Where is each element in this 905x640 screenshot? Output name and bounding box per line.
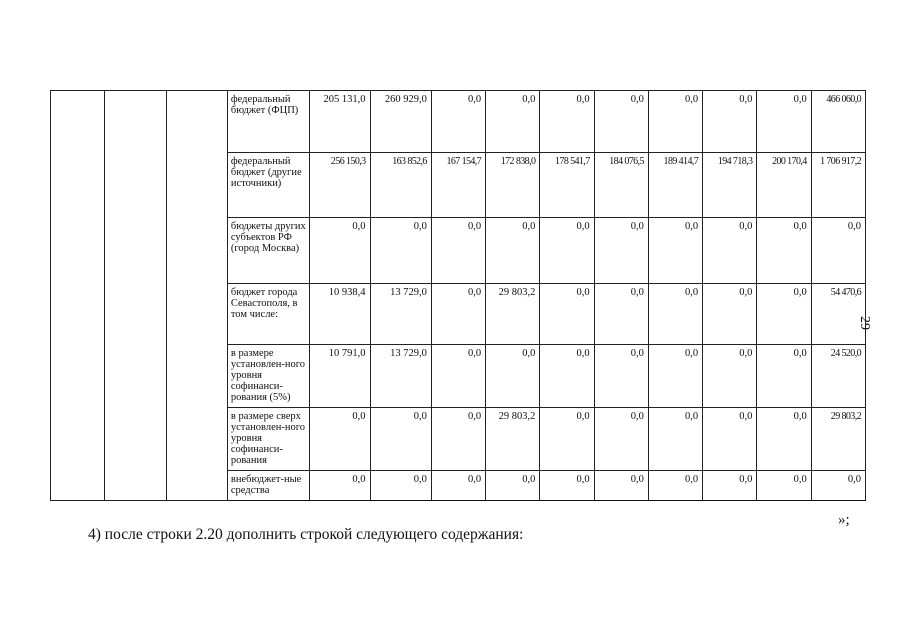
value-cell: 184 076,5 bbox=[594, 153, 648, 218]
value-cell: 0,0 bbox=[370, 471, 431, 501]
value-cell: 0,0 bbox=[648, 91, 702, 153]
value-cell: 0,0 bbox=[540, 91, 594, 153]
value-cell: 0,0 bbox=[540, 218, 594, 284]
row-label: федеральный бюджет (другие источники) bbox=[227, 153, 309, 218]
row-label: федеральный бюджет (ФЦП) bbox=[227, 91, 309, 153]
value-cell: 0,0 bbox=[486, 345, 540, 408]
value-cell: 0,0 bbox=[703, 471, 757, 501]
table-row bbox=[51, 91, 866, 153]
value-cell: 29 803,2 bbox=[811, 408, 865, 471]
row-label: внебюджет-ные средства bbox=[227, 471, 309, 501]
value-cell: 0,0 bbox=[648, 471, 702, 501]
value-cell: 54 470,6 bbox=[811, 284, 865, 345]
value-cell: 0,0 bbox=[310, 471, 370, 501]
value-cell: 29 803,2 bbox=[486, 284, 540, 345]
value-cell: 0,0 bbox=[431, 218, 485, 284]
value-cell: 194 718,3 bbox=[703, 153, 757, 218]
value-cell: 163 852,6 bbox=[370, 153, 431, 218]
value-cell: 0,0 bbox=[648, 218, 702, 284]
value-cell: 0,0 bbox=[540, 471, 594, 501]
value-cell: 0,0 bbox=[594, 284, 648, 345]
row-label: в размере установлен-ного уровня софинанси-рования (5%) bbox=[227, 345, 309, 408]
value-cell: 10 938,4 bbox=[310, 284, 370, 345]
value-cell: 0,0 bbox=[757, 218, 811, 284]
value-cell: 172 838,0 bbox=[486, 153, 540, 218]
value-cell: 0,0 bbox=[648, 408, 702, 471]
row-label: в размере сверх установлен-ного уровня софинанси-рования bbox=[227, 408, 309, 471]
empty-merged-cell bbox=[105, 91, 166, 501]
closing-quote: »; bbox=[838, 512, 850, 528]
budget-table bbox=[50, 90, 866, 501]
value-cell: 0,0 bbox=[594, 91, 648, 153]
value-cell: 0,0 bbox=[486, 471, 540, 501]
row-label: бюджеты других субъектов РФ (город Москва) bbox=[227, 218, 309, 284]
value-cell: 0,0 bbox=[540, 284, 594, 345]
value-cell: 29 803,2 bbox=[486, 408, 540, 471]
value-cell: 0,0 bbox=[757, 408, 811, 471]
value-cell: 0,0 bbox=[431, 471, 485, 501]
row-label: бюджет города Севастополя, в том числе: bbox=[227, 284, 309, 345]
value-cell: 0,0 bbox=[431, 91, 485, 153]
value-cell: 0,0 bbox=[703, 284, 757, 345]
value-cell: 10 791,0 bbox=[310, 345, 370, 408]
value-cell: 0,0 bbox=[310, 408, 370, 471]
value-cell: 260 929,0 bbox=[370, 91, 431, 153]
value-cell: 0,0 bbox=[594, 345, 648, 408]
value-cell: 0,0 bbox=[540, 408, 594, 471]
value-cell: 178 541,7 bbox=[540, 153, 594, 218]
value-cell: 0,0 bbox=[811, 471, 865, 501]
value-cell: 13 729,0 bbox=[370, 284, 431, 345]
value-cell: 24 520,0 bbox=[811, 345, 865, 408]
value-cell: 0,0 bbox=[310, 218, 370, 284]
value-cell: 466 060,0 bbox=[811, 91, 865, 153]
value-cell: 0,0 bbox=[486, 218, 540, 284]
value-cell: 13 729,0 bbox=[370, 345, 431, 408]
value-cell: 0,0 bbox=[431, 345, 485, 408]
value-cell: 0,0 bbox=[757, 345, 811, 408]
empty-merged-cell bbox=[166, 91, 227, 501]
value-cell: 0,0 bbox=[431, 408, 485, 471]
empty-merged-cell bbox=[51, 91, 105, 501]
value-cell: 0,0 bbox=[703, 91, 757, 153]
value-cell: 167 154,7 bbox=[431, 153, 485, 218]
value-cell: 0,0 bbox=[594, 471, 648, 501]
value-cell: 0,0 bbox=[648, 345, 702, 408]
value-cell: 0,0 bbox=[648, 284, 702, 345]
value-cell: 0,0 bbox=[757, 91, 811, 153]
value-cell: 256 150,3 bbox=[310, 153, 370, 218]
value-cell: 0,0 bbox=[811, 218, 865, 284]
value-cell: 0,0 bbox=[757, 284, 811, 345]
value-cell: 0,0 bbox=[757, 471, 811, 501]
instruction-text: 4) после строки 2.20 дополнить строкой следующего содержания: bbox=[88, 526, 524, 543]
value-cell: 200 170,4 bbox=[757, 153, 811, 218]
value-cell: 0,0 bbox=[486, 91, 540, 153]
value-cell: 0,0 bbox=[703, 345, 757, 408]
value-cell: 0,0 bbox=[594, 218, 648, 284]
value-cell: 0,0 bbox=[370, 408, 431, 471]
value-cell: 0,0 bbox=[540, 345, 594, 408]
page-number: 29 bbox=[857, 316, 872, 330]
value-cell: 1 706 917,2 bbox=[811, 153, 865, 218]
value-cell: 0,0 bbox=[703, 408, 757, 471]
value-cell: 205 131,0 bbox=[310, 91, 370, 153]
value-cell: 0,0 bbox=[370, 218, 431, 284]
value-cell: 0,0 bbox=[594, 408, 648, 471]
value-cell: 189 414,7 bbox=[648, 153, 702, 218]
value-cell: 0,0 bbox=[431, 284, 485, 345]
value-cell: 0,0 bbox=[703, 218, 757, 284]
